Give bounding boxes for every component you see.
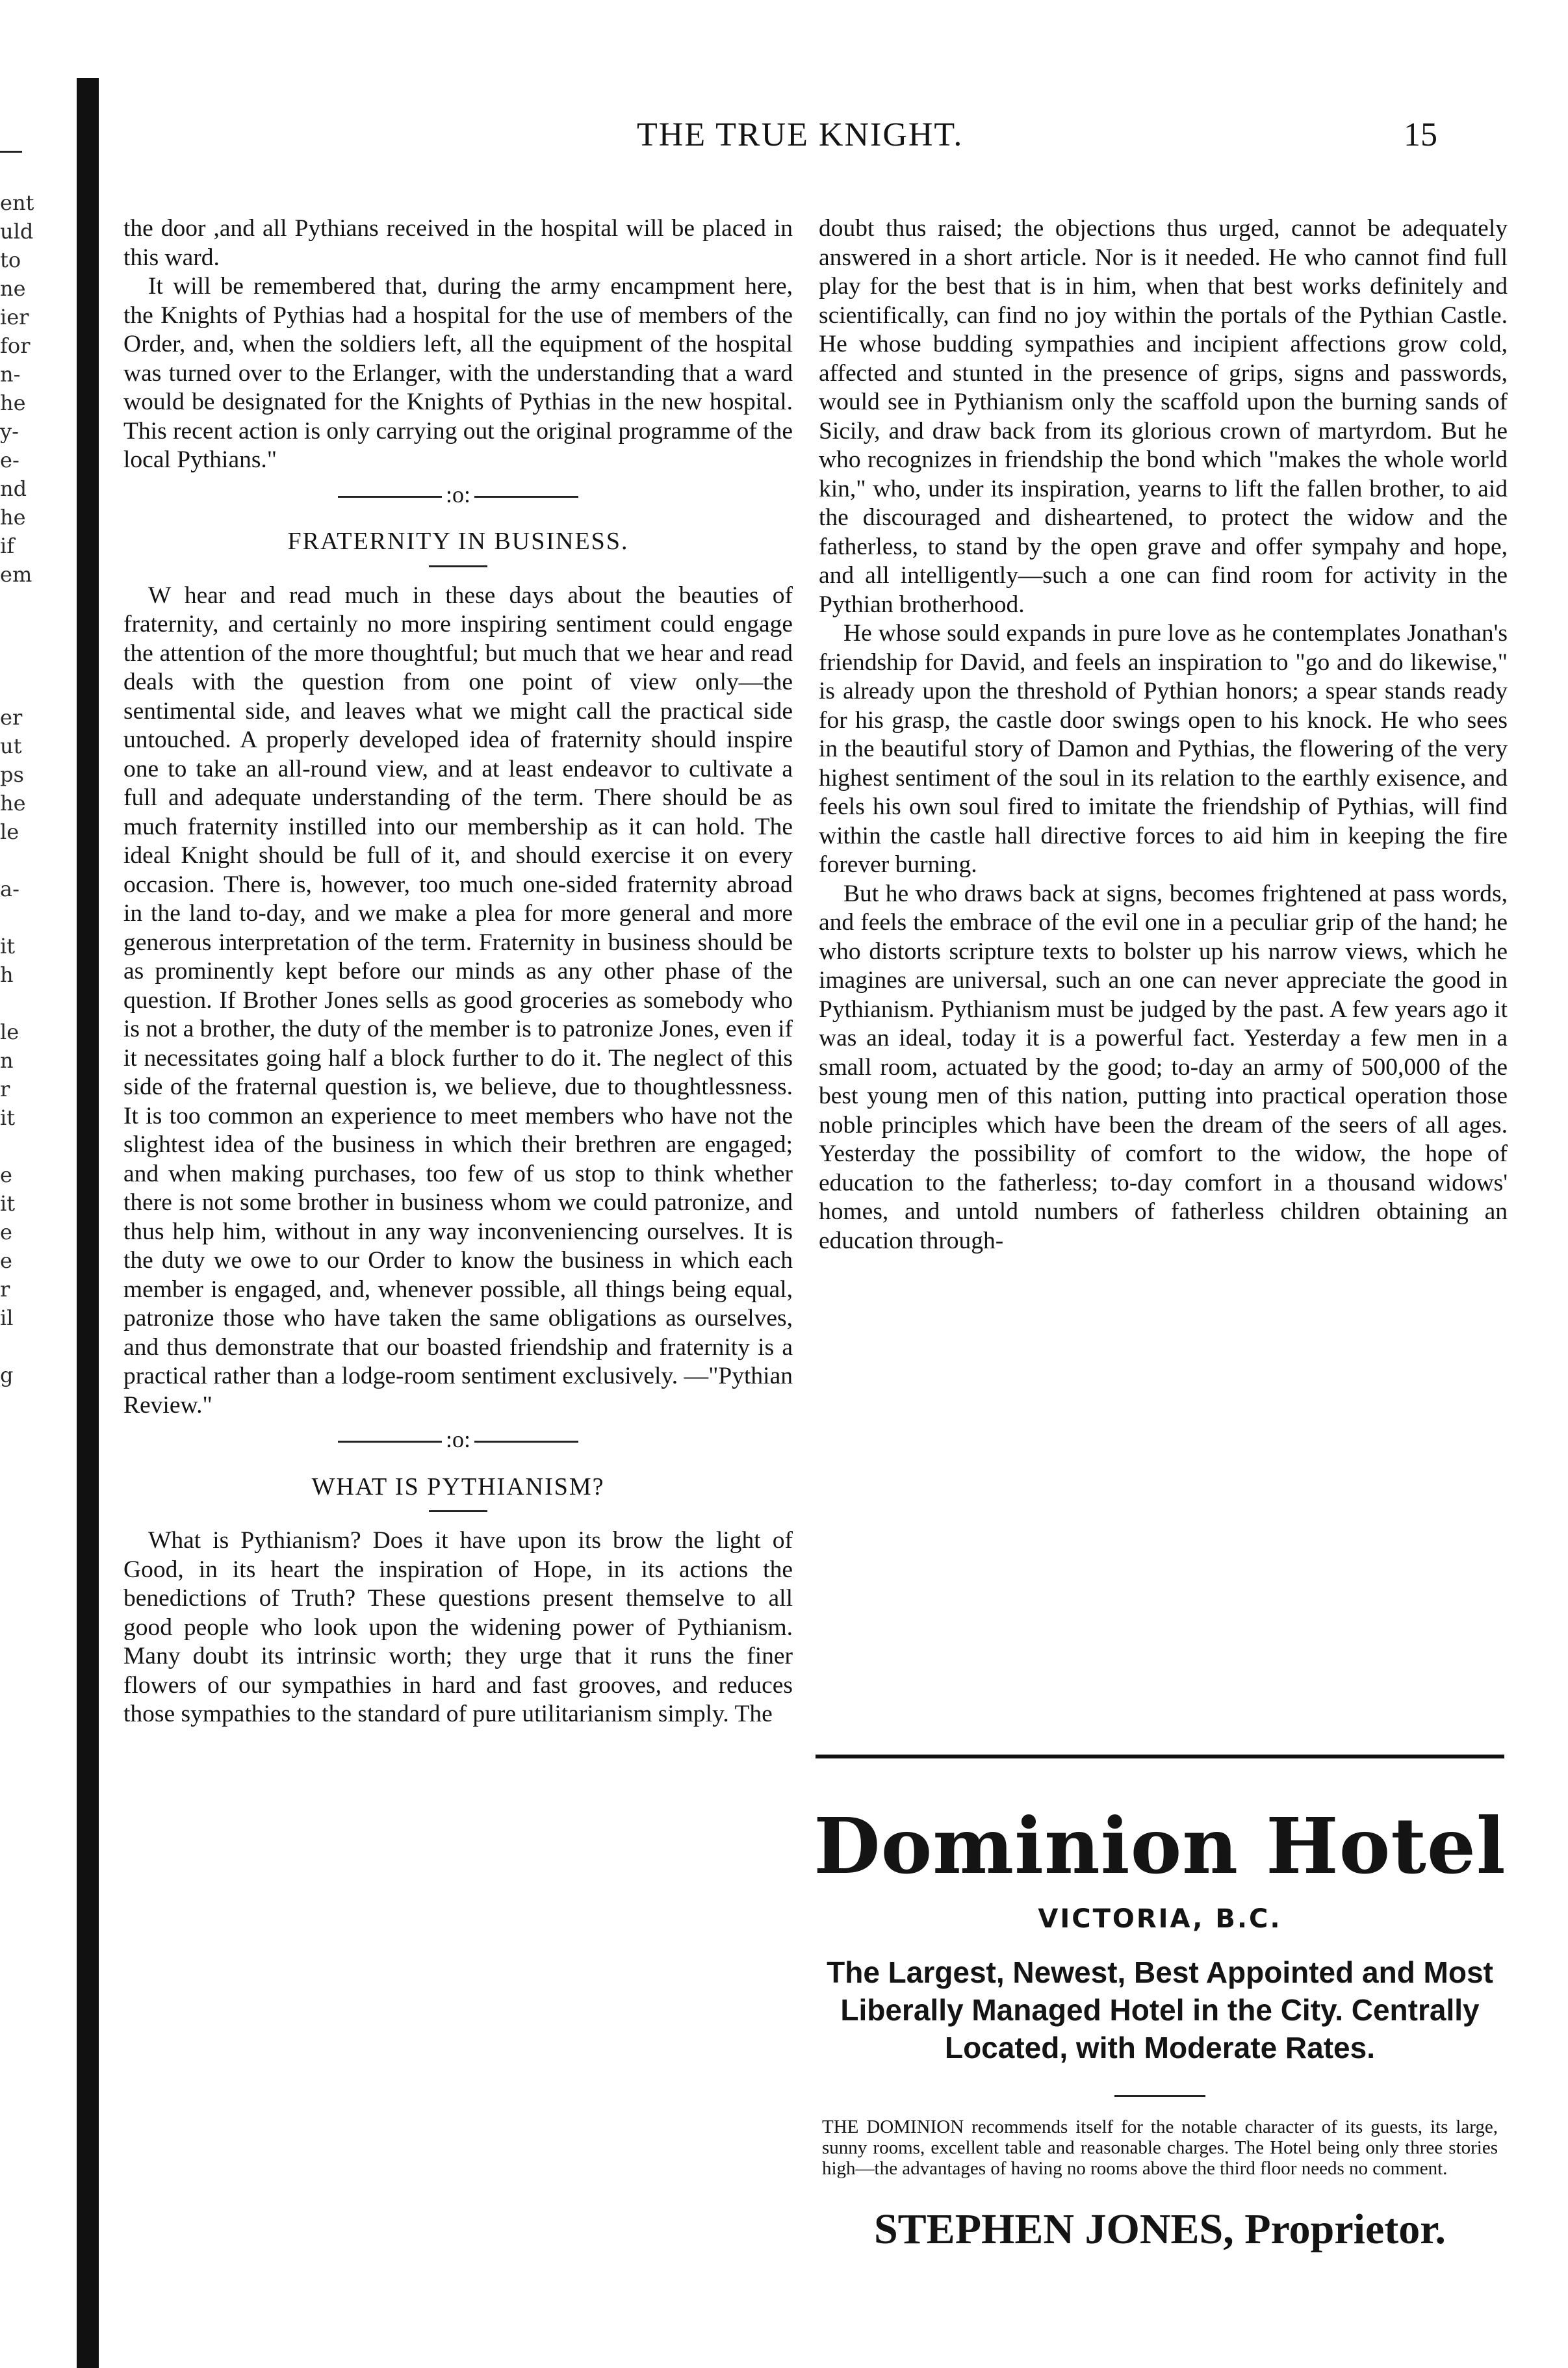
margin-fragment — [0, 1332, 71, 1361]
margin-fragment: le — [0, 819, 19, 844]
margin-fragment — [0, 903, 71, 932]
margin-fragment: h — [0, 962, 14, 987]
margin-fragment: it — [0, 1105, 16, 1130]
article-heading: WHAT IS PYTHIANISM? — [311, 1473, 605, 1500]
hotel-description: The Largest, Newest, Best Appointed and Most Liberally Managed Hotel in the City. Centrally Located, with Moderate Rates. — [827, 1955, 1493, 2065]
margin-fragment: r — [0, 1077, 10, 1101]
paragraph: the door ,and all Pythians received in the hospital will be placed in this ward. — [123, 215, 793, 271]
paragraph: But he who draws back at signs, becomes frightened at pass words, and feels the embrace of the evil one in a peculiar grip of the hand; he who distorts scripture texts to bolster up his narrow views, which he imagines are universal, such an one can never appreciate the good in Pythianism. Pythianism must be judged by the past. A few years ago it was an ideal, today it is a powerful fact. Yesterday a few men in a small room, actuated by the good; to-day an army of 500,000 of the best young men of this nation, putting into practical operation those noble principles which have been the dream of the seers of all ages. Yesterday the possibility of comfort to the widow, the hope of education to the fatherless; to-day comfort in a thousand widows' homes, and untold numbers of fatherless children obtaining an education through- — [819, 880, 1508, 1254]
margin-fragment: ps — [0, 762, 24, 787]
margin-fragment: n- — [0, 362, 21, 387]
margin-fragment: he — [0, 791, 26, 816]
margin-fragment: e — [0, 1163, 12, 1187]
margin-fragment: le — [0, 1020, 19, 1044]
heading-rule — [429, 565, 487, 567]
ad-rule — [1114, 2095, 1205, 2097]
margin-fragment: e — [0, 1220, 12, 1244]
running-head: THE TRUE KNIGHT. — [637, 116, 964, 153]
right-column — [819, 214, 1508, 1255]
margin-fragment: il — [0, 1306, 14, 1330]
section-separator: :o: — [123, 1425, 793, 1454]
hotel-advertisement — [806, 1755, 1514, 2254]
margin-fragment: er — [0, 705, 23, 730]
adjacent-page-fragments — [0, 188, 71, 1389]
ad-top-rule — [816, 1755, 1504, 1758]
margin-fragment — [0, 846, 71, 875]
section-separator: :o: — [123, 480, 793, 509]
margin-fragment: e — [0, 1248, 12, 1273]
margin-fragment: it — [0, 1191, 16, 1216]
hotel-small-print: THE DOMINION recommends itself for the notable character of its guests, its large, sunny rooms, excellent table and reasonable charges. The Hotel being only three stories high—the advantages of having no rooms above the third floor needs no comment. — [822, 2117, 1498, 2179]
heading-rule — [429, 1510, 487, 1512]
margin-fragment: nd — [0, 476, 27, 501]
hotel-proprietor: STEPHEN JONES, Proprietor. — [873, 2206, 1446, 2253]
article-heading: FRATERNITY IN BUSINESS. — [287, 528, 629, 555]
hotel-city: VICTORIA, B.C. — [1038, 1904, 1282, 1934]
hotel-name: Dominion Hotel — [814, 1801, 1506, 1891]
paragraph: What is Pythianism? Does it have upon its brow the light of Good, in its heart the inspiration of Hope, in its actions the benedictions of Truth? These questions present themselve to all good people who look upon the widening power of Pythianism. Many doubt its intrinsic worth; they urge that it runs the finer flowers of our sympathies in hard and fast grooves, and reduces those sympathies to the standard of pure utilitarianism simply. The — [123, 1527, 793, 1727]
margin-fragment: ier — [0, 305, 29, 329]
paragraph: doubt thus raised; the objections thus urged, cannot be adequately answered in a short article. Nor is it needed. He who cannot find full play for the best that is in him, when that best works definitely and scientifically, can find no joy within the portals of the Pythian Castle. He whose budding sympathies and incipient affections grow cold, affected and stunted in the presence of grips, signs and passwords, would see in Pythianism only the scaffold upon the burning sands of Sicily, and draw back from its glorious crown of martyrdom. But he who recognizes in friendship the bond which "makes the whole world kin," who, under its inspiration, yearns to lift the fallen brother, to aid the discouraged and disheartened, to protect the widow and the fatherless, to stand by the open grave and offer sympahy and hope, and all intelligently—such a one can find room for activity in the Pythian brotherhood. — [819, 215, 1508, 618]
margin-fragment: uld — [0, 219, 34, 244]
margin-fragment: ent — [0, 190, 34, 215]
margin-fragment: ne — [0, 276, 26, 301]
margin-fragment: ut — [0, 734, 22, 758]
margin-fragment: for — [0, 333, 31, 358]
margin-fragment — [0, 989, 71, 1018]
margin-fragment: g — [0, 1363, 14, 1387]
paragraph: He whose sould expands in pure love as he contemplates Jonathan's friendship for David, and feels an inspiration to "go and do likewise," is already upon the threshold of Pythian honors; a spear stands ready for his grasp, the castle door swings open to his knock. He who sees in the beautiful story of Damon and Pythias, the flowering of the very highest sentiment of the soul in its relation to the earthly exisence, and feels his own soul fired to imitate the friendship of Pythias, will find within the castle hall directive forces to aid him in keeping the fire forever burning. — [819, 620, 1508, 878]
margin-fragment: r — [0, 1277, 10, 1302]
margin-fragment: he — [0, 505, 26, 530]
margin-fragment: em — [0, 562, 32, 587]
margin-fragment: he — [0, 391, 26, 415]
paragraph: It will be remembered that, during the army encampment here, the Knights of Pythias had a hospital for the use of members of the Order, and, when the soldiers left, all the equipment of the hospital was turned over to the Erlanger, with the understanding that a ward would be designated for the Knights of Pythias in the new hospital. This recent action is only carrying out the original programme of the local Pythians." — [123, 273, 793, 473]
margin-fragment — [0, 617, 71, 646]
binding-gutter — [77, 78, 99, 2368]
margin-fragment: e- — [0, 448, 19, 472]
margin-fragment: a- — [0, 877, 19, 901]
margin-rule — [0, 151, 22, 153]
margin-fragment: y- — [0, 419, 19, 444]
page-number: 15 — [1404, 116, 1437, 153]
margin-fragment — [0, 675, 71, 703]
margin-fragment: n — [0, 1048, 14, 1073]
margin-fragment — [0, 646, 71, 675]
margin-fragment: to — [0, 248, 21, 272]
margin-fragment — [0, 589, 71, 617]
paragraph: W hear and read much in these days about the beauties of fraternity, and certainly no more inspiring sentiment could engage the attention of the more thoughtful; but much that we hear and read deals with the question from one point of view only—the sentimental side, and leaves what we might call the practical side untouched. A properly developed idea of fraternity should inspire one to take an all-round view, and at least endeavor to cultivate a full and adequate understanding of the term. There should be as much fraternity instilled into our membership as it can hold. The ideal Knight should be full of it, and should exercise it on every occasion. There is, however, too much one-sided fraternity abroad in the land to-day, and we make a plea for more general and more generous interpretation of the term. Fraternity in business should be as prominently kept before our minds as any other phase of the question. If Brother Jones sells as good groceries as somebody who is not a brother, the duty of the member is to patronize Jones, even if it necessitates going half a block further to do it. The neglect of this side of the fraternal question is, we believe, due to thoughtlessness. It is too common an experience to meet members who have not the slightest idea of the business in which their brethren are engaged; and when making purchases, too few of us stop to think whether there is not some brother in business whom we could patronize, and thus help him, without in any way inconveniencing ourselves. It is the duty we owe to our Order to know the business in which each member is engaged, and, whenever possible, all things being equal, patronize those who have taken the same obligations as ourselves, and thus demonstrate that our boasted friendship and fraternity is a practical rather than a lodge-room sentiment exclusively. —"Pythian Review." — [123, 582, 793, 1419]
margin-fragment: if — [0, 534, 15, 558]
margin-fragment: it — [0, 934, 16, 959]
margin-fragment — [0, 1132, 71, 1161]
left-column — [123, 214, 793, 1729]
